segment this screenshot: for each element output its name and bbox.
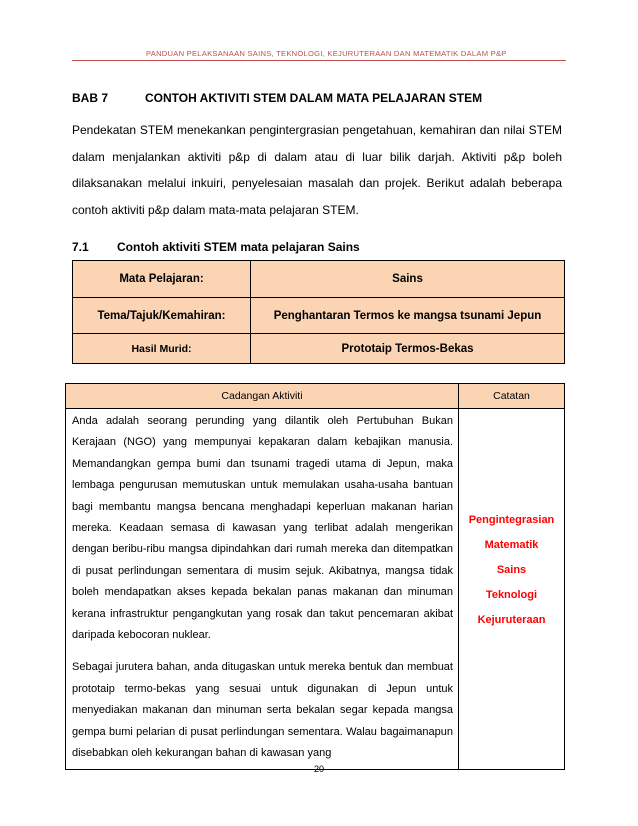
section-number: 7.1 xyxy=(72,240,89,254)
section-title: Contoh aktiviti STEM mata pelajaran Sains xyxy=(117,240,360,254)
info-row-theme xyxy=(73,298,565,334)
running-header: PANDUAN PELAKSANAAN SAINS, TEKNOLOGI, KEJURUTERAAN DAN MATEMATIK DALAM P&P xyxy=(146,49,507,58)
header-rule xyxy=(72,60,566,61)
note-mathematics: Matematik xyxy=(484,539,539,551)
info-value-theme: Penghantaran Termos ke mangsa tsunami Jepun xyxy=(251,298,565,334)
info-value-outcome: Prototaip Termos-Bekas xyxy=(251,334,565,364)
page-number: 20 xyxy=(313,764,324,774)
subject-info-table xyxy=(72,260,565,364)
intro-paragraph: Pendekatan STEM menekankan pengintergrasian pengetahuan, kemahiran dan nilai STEM dalam menjalankan aktiviti p&p di dalam atau di luar bilik darjah. Aktiviti p&p boleh dilaksanakan melalui inkuiri, penyelesaian masalah dan projek. Berikut adalah beberapa contoh aktiviti p&p dalam mata-mata pelajaran STEM. xyxy=(72,123,562,217)
info-label-outcome: Hasil Murid: xyxy=(73,334,251,364)
note-integration: Pengintegrasian xyxy=(468,514,555,526)
chapter-number: BAB 7 xyxy=(72,91,109,105)
info-label-subject: Mata Pelajaran: xyxy=(73,261,251,298)
notes-list xyxy=(459,409,564,627)
info-value-subject: Sains xyxy=(251,261,565,298)
chapter-title: CONTOH AKTIVITI STEM DALAM MATA PELAJARAN STEM xyxy=(145,91,483,105)
activity-header-row xyxy=(66,384,565,409)
activity-column-header: Cadangan Aktiviti xyxy=(66,384,459,409)
info-label-theme: Tema/Tajuk/Kemahiran: xyxy=(73,298,251,334)
info-row-outcome xyxy=(73,334,565,364)
note-science: Sains xyxy=(496,564,527,576)
activity-paragraph-2: Sebagai jurutera bahan, anda ditugaskan untuk mereka bentuk dan membuat prototaip termo-bekas yang sesuai untuk digunakan di Jepun untuk menyediakan makanan dan minuman serta bekalan segar kepada mangsa gempa bumi pelarian di pusat perlindungan sementara. Walau bagaimanapun disebabkan oleh kekurangan bahan di kawasan yang xyxy=(72,661,453,760)
activity-cell xyxy=(66,409,459,770)
note-engineering: Kejuruteraan xyxy=(477,614,546,626)
notes-column-header: Catatan xyxy=(459,384,565,409)
activity-body-row xyxy=(66,409,565,770)
notes-cell xyxy=(459,409,565,770)
activity-table xyxy=(65,383,565,770)
activity-paragraph-1: Anda adalah seorang perunding yang dilantik oleh Pertubuhan Bukan Kerajaan (NGO) yang mempunyai kepakaran dalam kebajikan manusia. Memandangkan gempa bumi dan tsunami tragedi utama di Jepun, maka lembaga pengurusan memutuskan untuk memulakan usaha-usaha bantuan bagi membantu mangsa bencana menghadapi keperluan makanan harian mereka. Keadaan semasa di kawasan yang terlibat adalah mengerikan dengan beribu-ribu mangsa dipindahkan dari rumah mereka dan ditempatkan di pusat perlindungan sementara di musim sejuk. Akibatnya, mangsa tidak boleh mendapatkan akses kepada bekalan panas makanan dan minuman kerana infrastruktur pengangkutan yang rosak dan takut pencemaran akibat daripada kebocoran nuklear. xyxy=(72,415,453,642)
note-technology: Teknologi xyxy=(485,589,538,601)
info-row-subject xyxy=(73,261,565,298)
